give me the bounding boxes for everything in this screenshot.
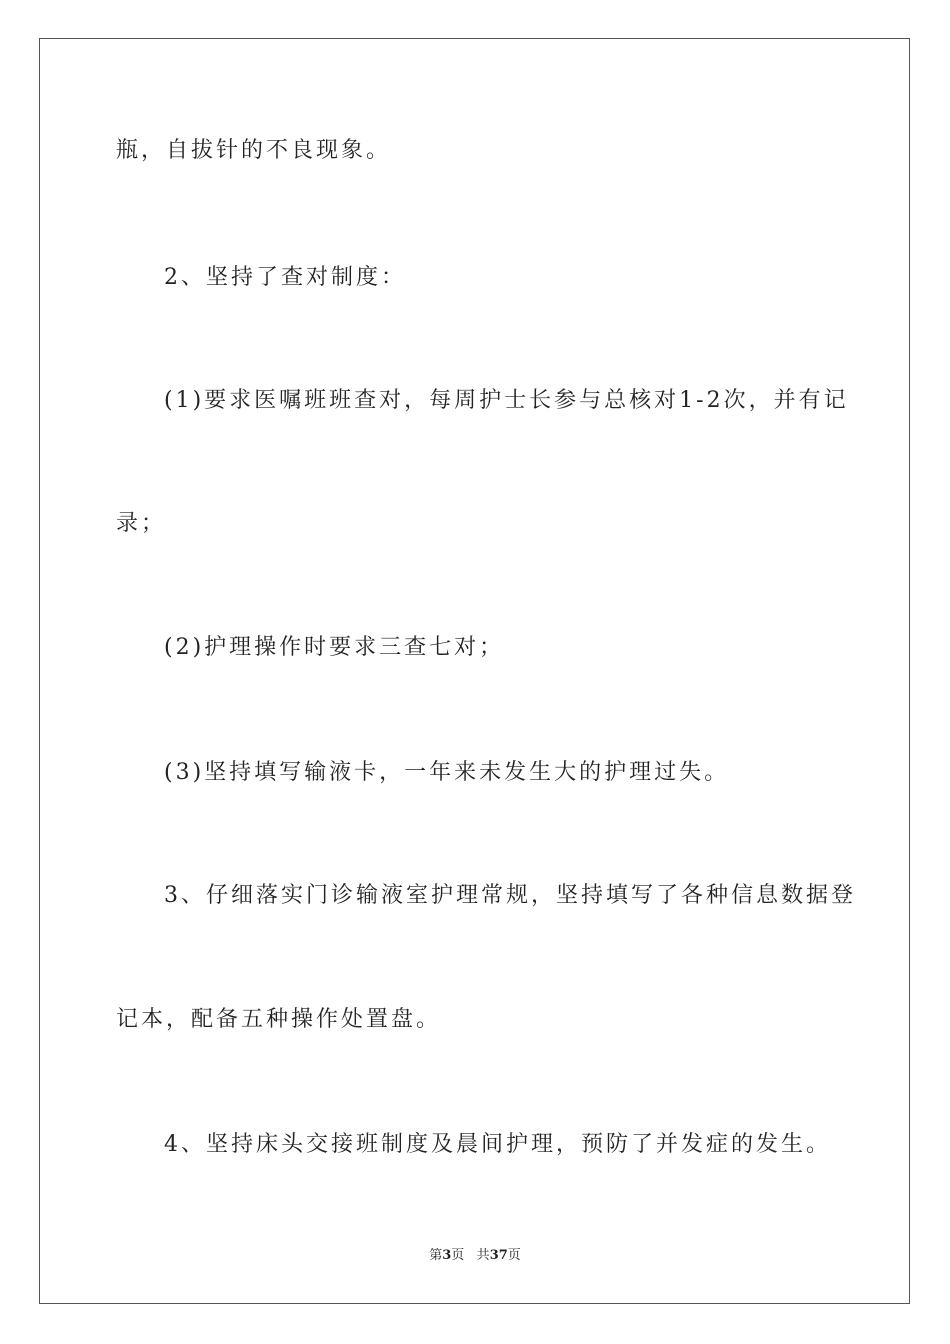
paragraph-line-7: 3、仔细落实门诊输液室护理常规，坚持填写了各种信息数据登	[164, 883, 856, 908]
paragraph-line-8: 记本，配备五种操作处置盘。	[116, 1007, 442, 1032]
paragraph-line-6: (3)坚持填写输液卡，一年来未发生大的护理过失。	[164, 760, 730, 785]
footer-total-pages: 37	[489, 1248, 508, 1263]
paragraph-line-5: (2)护理操作时要求三查七对；	[164, 635, 505, 660]
footer-page-number: 3	[442, 1248, 452, 1263]
page-frame	[39, 38, 910, 1304]
paragraph-line-3: (1)要求医嘱班班查对，每周护士长参与总核对1-2次，并有记	[164, 388, 849, 413]
page-footer	[0, 1247, 950, 1265]
footer-total-prefix: 共	[476, 1248, 490, 1263]
footer-page-prefix: 第	[429, 1248, 443, 1263]
paragraph-line-4: 录；	[116, 511, 167, 536]
paragraph-line-1: 瓶，自拔针的不良现象。	[116, 138, 392, 163]
footer-total-suffix: 页	[507, 1248, 521, 1263]
paragraph-line-9: 4、坚持床头交接班制度及晨间护理，预防了并发症的发生。	[164, 1132, 831, 1157]
paragraph-line-2: 2、坚持了查对制度：	[164, 265, 406, 290]
footer-page-suffix: 页	[451, 1248, 465, 1263]
